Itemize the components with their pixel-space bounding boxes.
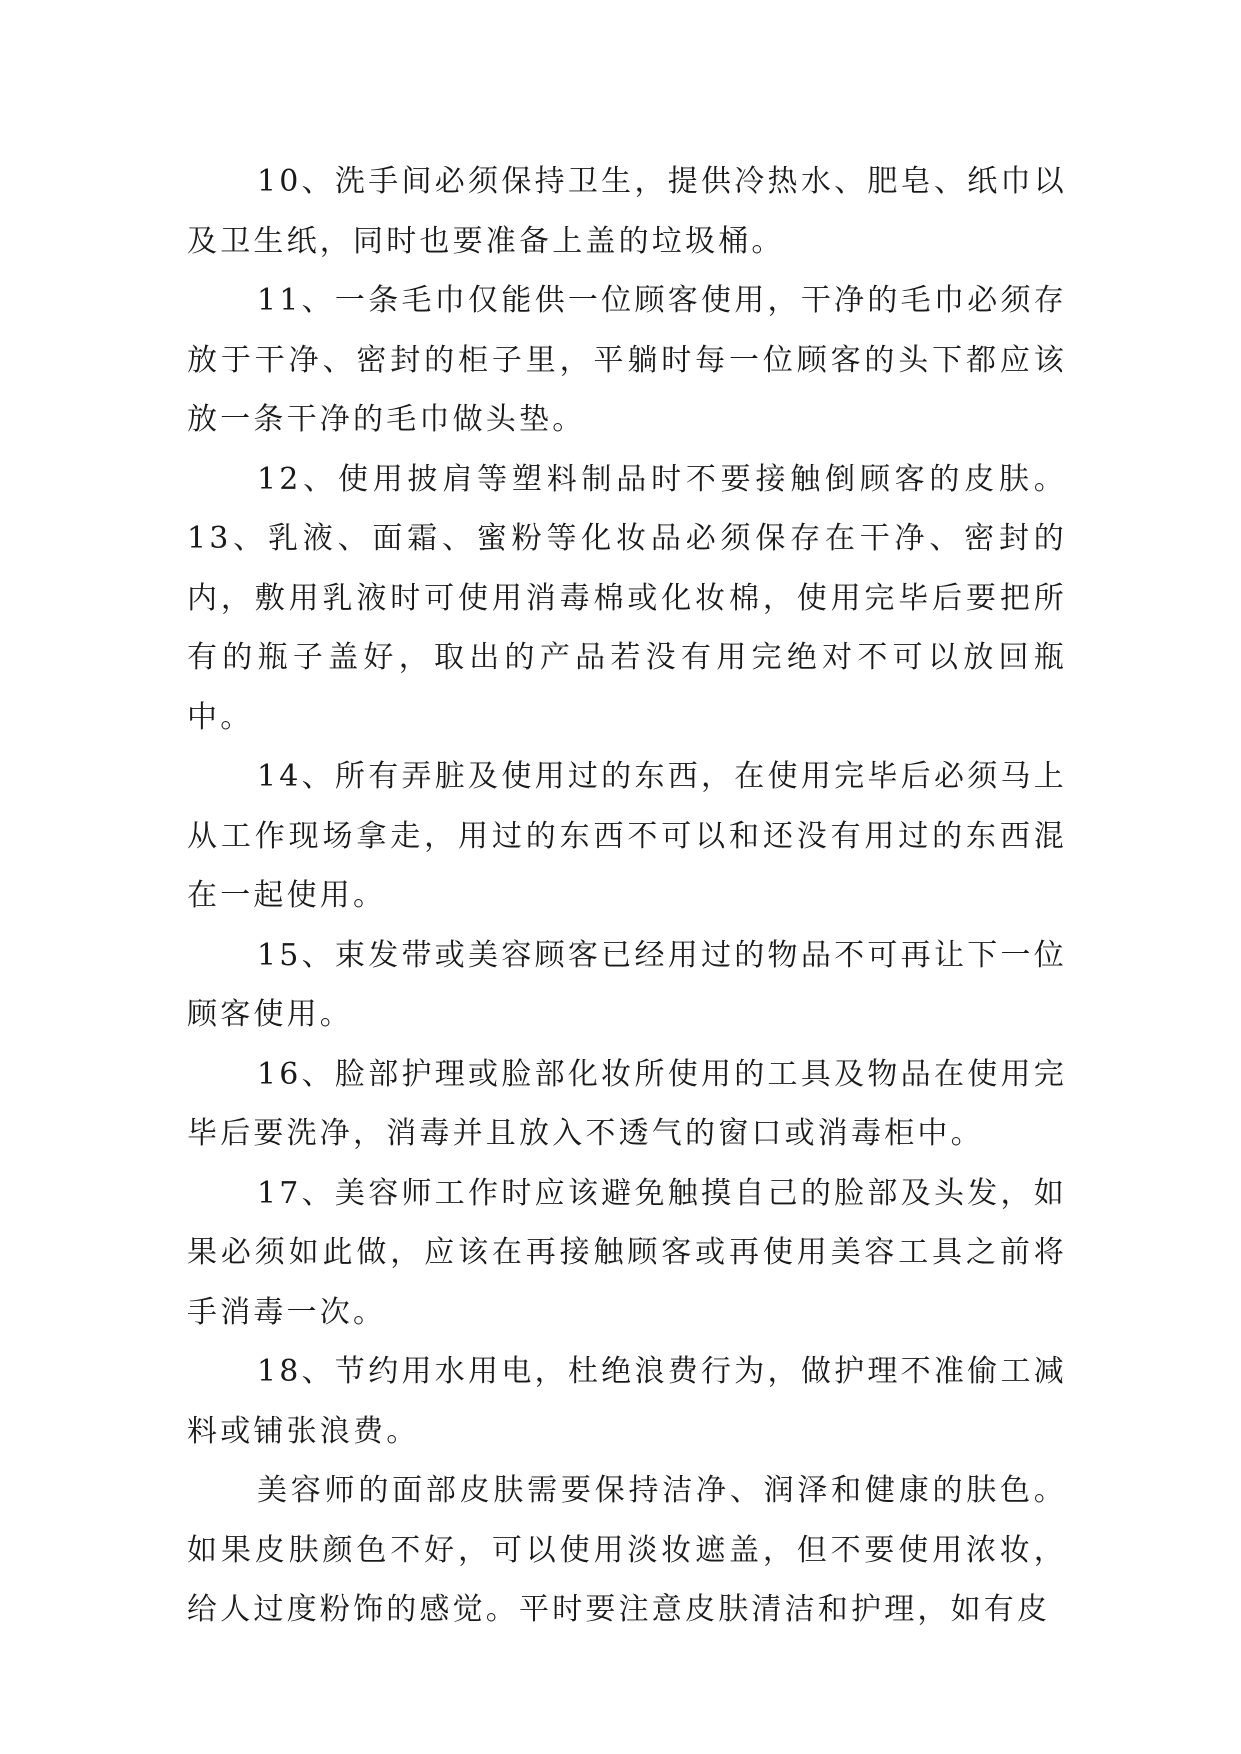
paragraph-rule-12-13: 12、使用披肩等塑料制品时不要接触倒顾客的皮肤。13、乳液、面霜、蜜粉等化妆品必须保存在干净、密封的内，敷用乳液时可使用消毒棉或化妆棉，使用完毕后要把所有的瓶子盖好，取出的产品若没有用完绝对不可以放回瓶中。 (187, 461, 1067, 735)
paragraph-rule-14: 14、所有弄脏及使用过的东西，在使用完毕后必须马上从工作现场拿走，用过的东西不可以和还没有用过的东西混在一起使用。 (187, 759, 1067, 913)
paragraph-rule-17: 17、美容师工作时应该避免触摸自己的脸部及头发，如果必须如此做，应该在再接触顾客或再使用美容工具之前将手消毒一次。 (187, 1175, 1067, 1330)
paragraph-rule-16: 16、脸部护理或脸部化妆所使用的工具及物品在使用完毕后要洗净，消毒并且放入不透气的窗口或消毒柜中。 (187, 1056, 1067, 1151)
paragraph-skin-care: 美容师的面部皮肤需要保持洁净、润泽和健康的肤色。如果皮肤颜色不好，可以使用淡妆遮盖，但不要使用浓妆，给人过度粉饰的感觉。平时要注意皮肤清洁和护理，如有皮 (187, 1473, 1067, 1627)
paragraph-rule-15: 15、束发带或美容顾客已经用过的物品不可再让下一位顾客使用。 (187, 937, 1067, 1032)
paragraph-rule-18: 18、节约用水用电，杜绝浪费行为，做护理不准偷工减料或铺张浪费。 (187, 1354, 1067, 1449)
paragraph-rule-10: 10、洗手间必须保持卫生，提供冷热水、肥皂、纸巾以及卫生纸，同时也要准备上盖的垃圾桶。 (187, 164, 1067, 259)
paragraph-rule-11: 11、一条毛巾仅能供一位顾客使用，干净的毛巾必须存放于干净、密封的柜子里，平躺时每一位顾客的头下都应该放一条干净的毛巾做头垫。 (187, 283, 1067, 437)
document-body (187, 152, 1067, 1640)
